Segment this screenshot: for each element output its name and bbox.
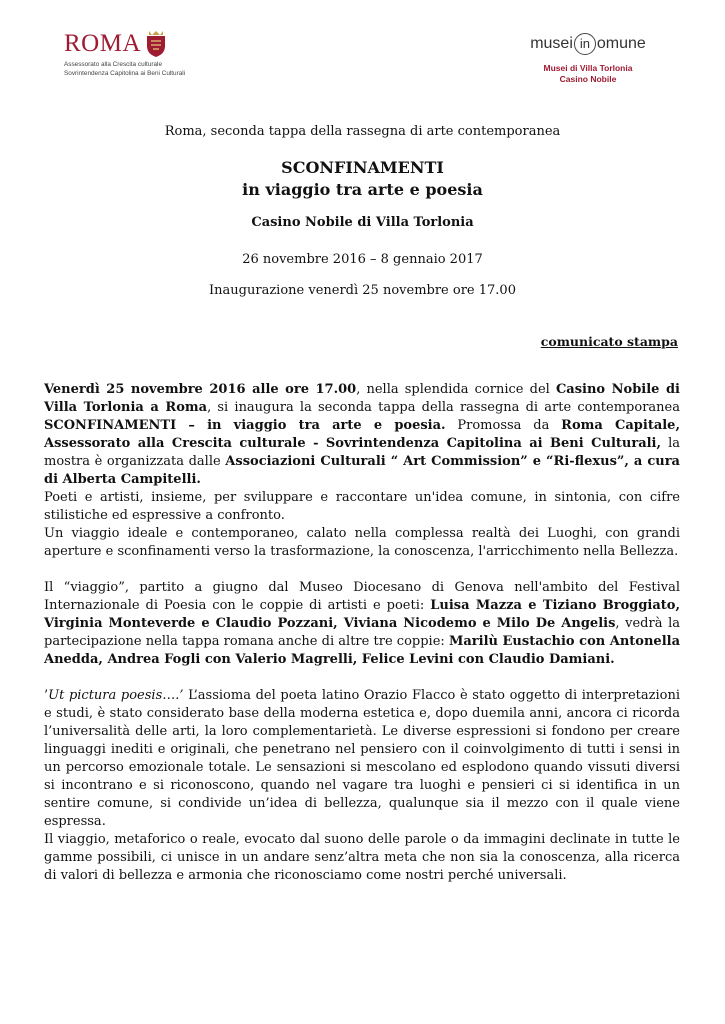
p1-text-3: Promossa da xyxy=(445,418,562,433)
roma-logo-line2: Sovrintendenza Capitolina ai Beni Culturali xyxy=(64,69,186,77)
exhibition-dates: 26 novembre 2016 – 8 gennaio 2017 xyxy=(242,252,483,267)
p4-bold-1: Luisa Mazza e Tiziano Broggiato, Virginia Monteverde e Claudio Pozzani, Viviana Nicodemo e Milo De Angelis xyxy=(44,598,680,631)
p4-text-1: Il “viaggio”, partito a giugno dal Museo Diocesano di Genova nell'ambito del Festival Internazionale di Poesia con le coppie di artisti e poeti: xyxy=(44,580,680,613)
musei-in-comune-logo xyxy=(523,31,653,85)
inauguration: Inaugurazione venerdì 25 novembre ore 17.00 xyxy=(209,283,516,298)
intro-line: Roma, seconda tappa della rassegna di arte contemporanea xyxy=(164,124,561,139)
roma-logo xyxy=(64,30,204,78)
paragraph-5 xyxy=(44,687,680,831)
p1-text-1: , nella splendida cornice del xyxy=(356,382,556,397)
paragraph-2: Poeti e artisti, insieme, per sviluppare e raccontare un'idea comune, in sintonia, con cifre stilistiche ed espressive a confronto. xyxy=(44,490,680,523)
p1-bold-2: Casino Nobile di Villa Torlonia a Roma xyxy=(44,382,680,415)
roma-wordmark: ROMA xyxy=(64,30,142,57)
musei-logo-line2: Casino Nobile xyxy=(559,74,617,84)
body-text xyxy=(44,381,680,885)
p1-text-2: , si inaugura la seconda tappa della rassegna di arte contemporanea xyxy=(207,400,680,415)
paragraph-1 xyxy=(44,381,680,489)
p5-quote: Ut pictura poesis….’ xyxy=(48,688,184,703)
exhibition-title xyxy=(0,157,725,201)
p1-bold-1: Venerdì 25 novembre 2016 alle ore 17.00 xyxy=(44,382,357,397)
venue: Casino Nobile di Villa Torlonia xyxy=(251,215,474,230)
musei-in-circle-icon: in xyxy=(574,33,596,55)
roma-shield-icon xyxy=(145,30,167,58)
p5-quote-mark: ’ xyxy=(44,688,49,703)
musei-wordmark: musei xyxy=(530,35,573,52)
press-release-label: comunicato stampa xyxy=(540,334,678,349)
p4-text-2: , vedrà la partecipazione nella tappa romana anche di altre tre coppie: xyxy=(44,616,680,649)
paragraph-3: Un viaggio ideale e contemporaneo, calato nella complessa realtà dei Luoghi, con grandi aperture e sconfinamenti verso la trasformazione, la conoscenza, l'arricchimento nella Bellezza. xyxy=(44,526,680,559)
p5-text: L’assioma del poeta latino Orazio Flacco è stato oggetto di interpretazioni e studi, è stato considerato base della moderna estetica e, dopo duemila anni, ancora ci ricorda l’universalità delle arti, la loro complementarietà. Le diverse espressioni si fondono per creare linguaggi inediti e originali, che penetrano nel pensiero con il coinvolgimento di tutti i sensi in un percorso emozionale totale. Le sensazioni si mescolano ed esplodono quando vissuti diversi si incontrano e si riconoscono, quando nel vagare tra luoghi e pensieri ci si identifica in un sentire comune, si condivide un’idea di bellezza, qualunque sia il mezzo con il quale viene espressa. xyxy=(44,688,680,829)
p4-bold-2: Marilù Eustachio con Antonella Anedda, Andrea Fogli con Valerio Magrelli, Felice Levini con Claudio Damiani. xyxy=(44,634,680,667)
paragraph-6: Il viaggio, metaforico o reale, evocato dal suono delle parole o da immagini declinate in tutte le gamme possibili, ci unisce in un andare senz’altra meta che non sia la conoscenza, alla ricerca di valori di bellezza e armonia che riconosciamo come nostri perché universali. xyxy=(44,832,680,883)
p1-bold-3: SCONFINAMENTI – in viaggio tra arte e poesia. xyxy=(44,418,446,433)
p1-bold-4: Roma Capitale, Assessorato alla Crescita culturale - Sovrintendenza Capitolina ai Beni Culturali, xyxy=(44,418,680,451)
p1-bold-5: Associazioni Culturali “ Art Commission” e “Ri-flexus”, a cura di Alberta Campitelli. xyxy=(44,454,680,487)
title-line-2: in viaggio tra arte e poesia xyxy=(242,180,483,199)
paragraph-4 xyxy=(44,579,680,669)
roma-logo-line1: Assessorato alla Crescita culturale xyxy=(64,61,163,68)
title-line-1: SCONFINAMENTI xyxy=(281,158,444,177)
comune-wordmark: omune xyxy=(596,35,646,52)
musei-logo-line1: Musei di Villa Torlonia xyxy=(543,63,633,73)
p1-text-4: la mostra è organizzata dalle xyxy=(44,436,680,469)
